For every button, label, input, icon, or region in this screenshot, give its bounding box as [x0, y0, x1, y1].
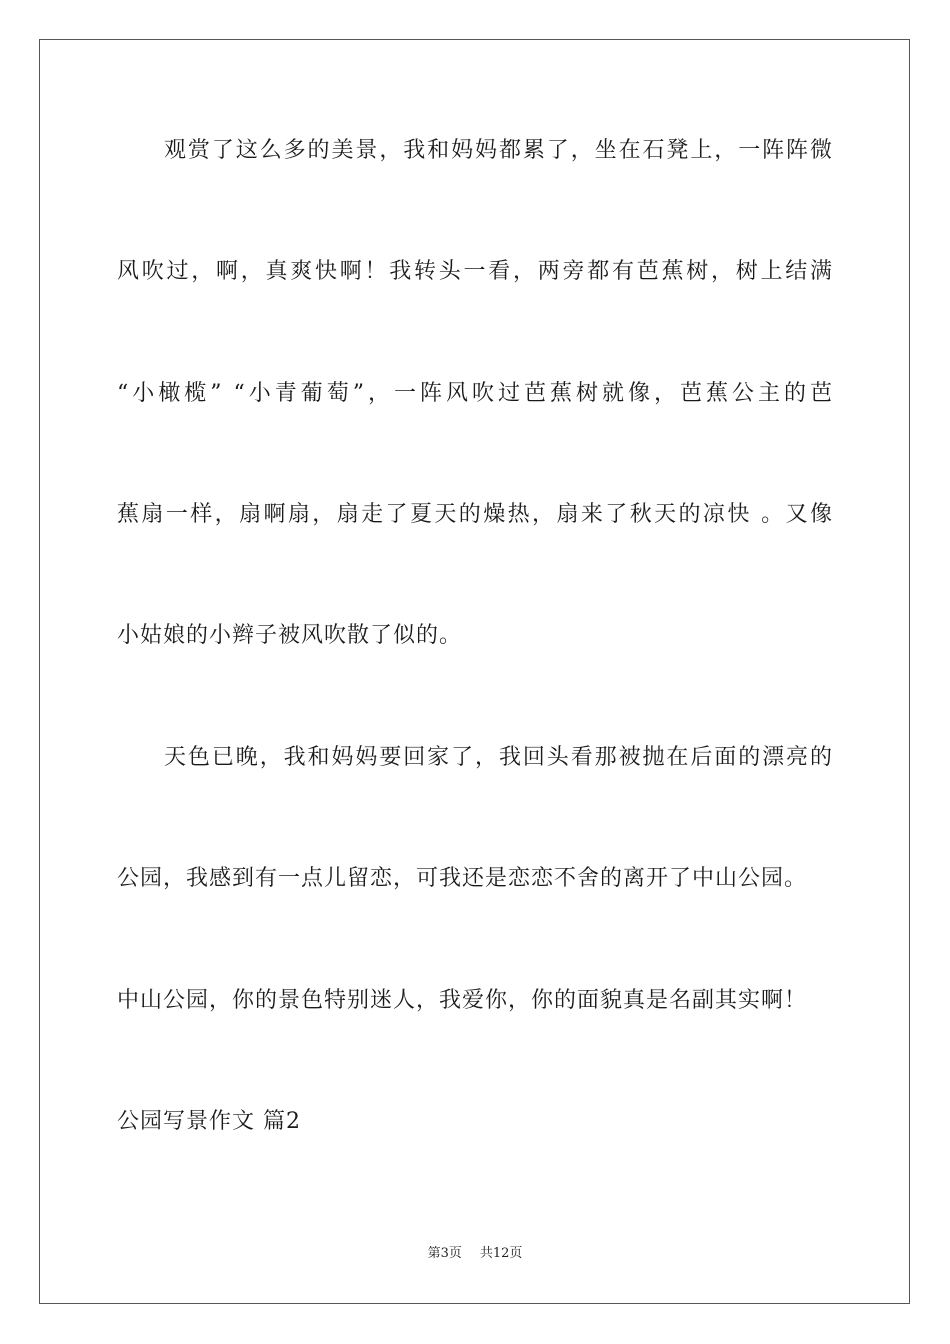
paragraph-1-line-1: 观赏了这么多的美景，我和妈妈都累了，坐在石凳上，一阵阵微 [164, 138, 833, 163]
paragraph-1-line-3: “小橄榄” “小青葡萄”，一阵风吹过芭蕉树就像，芭蕉公主的芭 [117, 381, 833, 406]
paragraph-2-line-2: 公园，我感到有一点儿留恋，可我还是恋恋不舍的离开了中山公园。 [117, 866, 808, 891]
page-total: 共12页 [479, 1246, 523, 1261]
paragraph-2-line-1: 天色已晚，我和妈妈要回家了，我回头看那被抛在后面的漂亮的 [164, 745, 833, 770]
paragraph-1-line-2: 风吹过，啊，真爽快啊！我转头一看，两旁都有芭蕉树，树上结满 [117, 259, 833, 284]
paragraph-1-line-5: 小姑娘的小辫子被风吹散了似的。 [117, 623, 463, 648]
page-footer [0, 1246, 950, 1262]
page-number: 第3页 [427, 1246, 462, 1261]
section-heading: 公园写景作文 篇2 [117, 1109, 301, 1134]
paragraph-3-line-1: 中山公园，你的景色特别迷人，我爱你，你的面貌真是名副其实啊！ [117, 988, 808, 1013]
paragraph-1-line-4: 蕉扇一样，扇啊扇，扇走了夏天的燥热，扇来了秋天的凉快 。又像 [117, 502, 833, 527]
